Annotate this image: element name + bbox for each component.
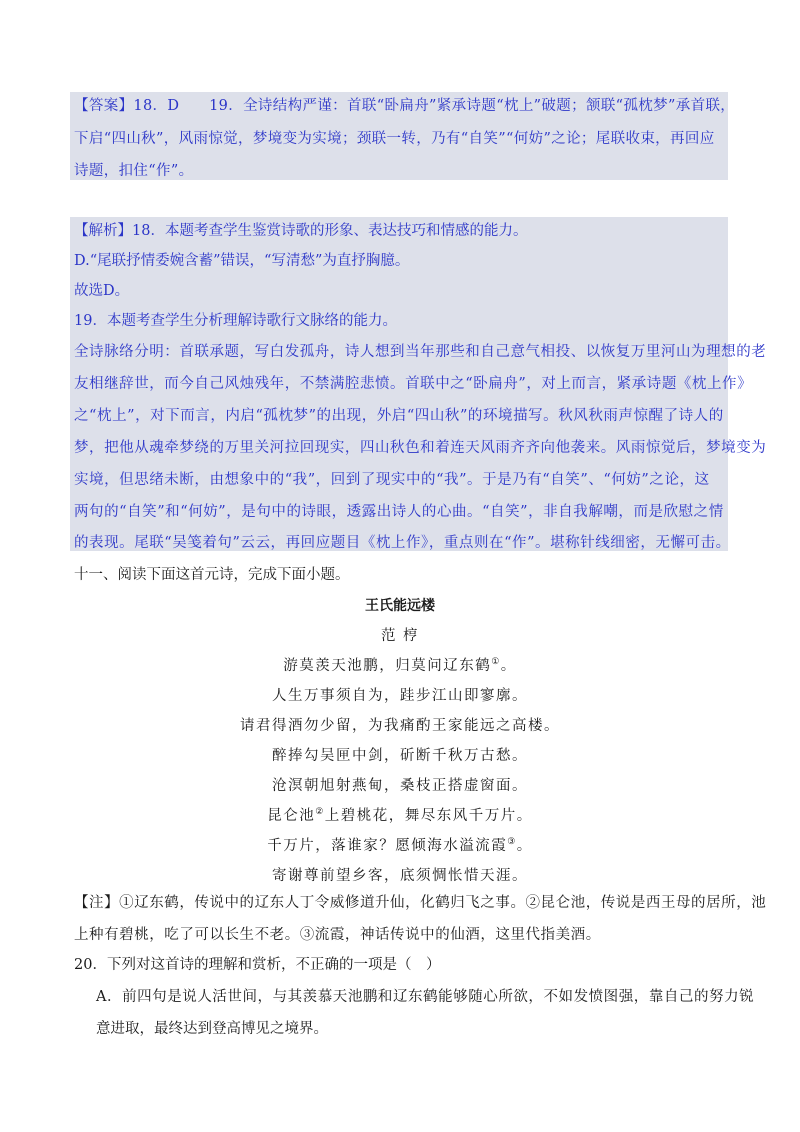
poem-line-2: 人生万事须自为，跬步江山即寥廓。 — [272, 688, 528, 704]
question-20: 20．下列对这首诗的理解和赏析，不正确的一项是（ ） — [74, 957, 441, 973]
analysis-line-11: 的表现。尾联“吴笺着句”云云，再回应题目《枕上作》，重点则在“作”。堪称针线细密，无懈可击。 — [74, 535, 731, 551]
analysis-line-5: 全诗脉络分明：首联承题，写白发孤舟，诗人想到当年那些和自己意气相投、以恢复万里河山为理想的老 — [74, 344, 767, 360]
answer-line-2: 下启“四山秋”，风雨惊觉，梦境变为实境；颈联一转，乃有“自笑”“何妨”之论；尾联收束，再回应 — [74, 131, 715, 147]
poem-line-8: 寄谢尊前望乡客，底须惆怅惜天涯。 — [272, 868, 528, 884]
notes-line-2: 上种有碧桃，吃了可以长生不老。③流霞，神话传说中的仙酒，这里代指美酒。 — [74, 927, 601, 943]
answer-line-1: 【答案】18．D 19．全诗结构严谨：首联“卧扁舟”紧承诗题“枕上”破题；颔联“孤枕梦”承首联， — [74, 98, 736, 114]
poem-line-6: 昆仑池②上碧桃花，舞尽东风千万片。 — [267, 807, 533, 824]
footnote-marker-2: ② — [315, 807, 325, 818]
analysis-line-1: 【解析】18．本题考查学生鉴赏诗歌的形象、表达技巧和情感的能力。 — [74, 223, 528, 239]
section-heading: 十一、阅读下面这首元诗，完成下面小题。 — [74, 567, 350, 583]
poem-line-5: 沧溟朝旭射燕甸，桑枝正搭虚窗面。 — [272, 778, 528, 794]
poem-line-4: 醉捧勾吴匣中剑，斫断千秋万古愁。 — [272, 748, 528, 764]
poem-line-3: 请君得酒勿少留，为我痛酌王家能远之高楼。 — [240, 718, 560, 734]
analysis-line-7: 之“枕上”，对下而言，内启“孤枕梦”的出现，外启“四山秋”的环境描写。秋风秋雨声惊醒了诗人的 — [74, 408, 724, 424]
poem-title: 王氏能远楼 — [365, 598, 435, 614]
analysis-line-4: 19．本题考查学生分析理解诗歌行文脉络的能力。 — [74, 313, 397, 329]
poem-author: 范 梈 — [380, 628, 420, 644]
option-a-line-2: 意进取，最终达到登高博见之境界。 — [96, 1021, 328, 1037]
answer-line-3: 诗题，扣住“作”。 — [74, 163, 194, 179]
analysis-line-8: 梦，把他从魂牵梦绕的万里关河拉回现实，四山秋色和着连天风雨齐齐向他袭来。风雨惊觉后，梦境变为 — [74, 440, 767, 456]
analysis-line-10: 两句的“自笑”和“何妨”，是句中的诗眼，透露出诗人的心曲。“自笑”，非自我解嘲，而是欣慰之情 — [74, 504, 724, 520]
analysis-line-3: 故选D。 — [74, 283, 130, 299]
footnote-marker-3: ③ — [507, 837, 517, 848]
footnote-marker-1: ① — [491, 657, 501, 668]
analysis-line-2: D.“尾联抒情委婉含蓄”错误，“写清愁”为直抒胸臆。 — [74, 253, 410, 269]
analysis-line-6: 友相继辞世，而今自己风烛残年，不禁满腔悲愤。首联中之“卧扁舟”，对上而言，紧承诗题《枕上作》 — [74, 376, 753, 392]
poem-line-1: 游莫羡天池鹏，归莫问辽东鹤①。 — [283, 657, 517, 674]
notes-line-1: 【注】①辽东鹤，传说中的辽东人丁令威修道升仙，化鹤归飞之事。②昆仑池，传说是西王母的居所，池 — [74, 895, 767, 911]
analysis-line-9: 实境，但思绪未断，由想象中的“我”，回到了现实中的“我”。于是乃有“自笑”、“何妨”之论，这 — [74, 472, 710, 488]
poem-line-7: 千万片，落谁家？愿倾海水溢流霞③。 — [267, 837, 533, 854]
option-a-line-1: A．前四句是说人活世间，与其羡慕天池鹏和辽东鹤能够随心所欲，不如发愤图强，靠自己的努力锐 — [96, 989, 755, 1005]
